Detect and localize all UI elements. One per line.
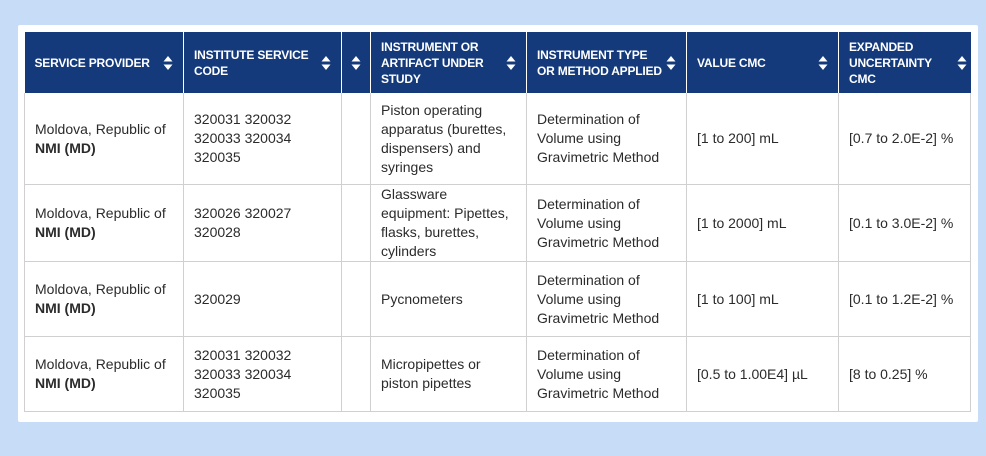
- header-label: INSTRUMENT TYPE OR METHOD APPLIED: [537, 47, 662, 78]
- cell-empty: [342, 185, 371, 262]
- cell-service-provider: [25, 337, 184, 412]
- cell-instrument: Pycnometers: [371, 262, 527, 337]
- cell-instrument: Glassware equipment: Pipettes, flasks, burettes, cylinders: [371, 185, 527, 262]
- table-row: [25, 337, 971, 412]
- cell-service-code: [184, 93, 342, 185]
- cell-instrument: Piston operating apparatus (burettes, dispensers) and syringes: [371, 93, 527, 185]
- header-institute-service-code[interactable]: [184, 32, 342, 93]
- sort-icon[interactable]: [163, 55, 173, 71]
- header-service-provider[interactable]: [25, 32, 184, 93]
- header-expanded-uncertainty-cmc[interactable]: [839, 32, 971, 93]
- results-panel: [18, 25, 978, 422]
- cell-method: Determination of Volume using Gravimetric Method: [527, 93, 687, 185]
- cell-service-code: [184, 262, 342, 337]
- provider-country: Moldova, Republic of: [35, 120, 166, 137]
- cell-service-code: [184, 185, 342, 262]
- provider-country: Moldova, Republic of: [35, 205, 166, 221]
- provider-country: Moldova, Republic of: [35, 281, 166, 297]
- header-label: VALUE CMC: [697, 55, 766, 70]
- cmc-table: [24, 32, 971, 412]
- sort-icon[interactable]: [666, 55, 676, 71]
- cell-empty: [342, 93, 371, 185]
- service-code-line: 320033 320034: [194, 130, 292, 146]
- cell-service-provider: [25, 185, 184, 262]
- provider-nmi: NMI (MD): [35, 375, 96, 391]
- header-value-cmc[interactable]: [687, 32, 839, 93]
- cell-service-code: [184, 337, 342, 412]
- service-code-line: 320035: [194, 149, 241, 165]
- service-code-line: 320028: [194, 224, 241, 240]
- header-label: INSTITUTE SERVICE CODE: [194, 47, 309, 78]
- cell-value-cmc: [1 to 2000] mL: [687, 185, 839, 262]
- cell-uncertainty-cmc: [8 to 0.25] %: [839, 337, 971, 412]
- cell-uncertainty-cmc: [0.1 to 1.2E-2] %: [839, 262, 971, 337]
- cell-service-provider: [25, 262, 184, 337]
- service-code-line: 320031 320032: [194, 346, 292, 363]
- cell-method: Determination of Volume using Gravimetric Method: [527, 185, 687, 262]
- cell-empty: [342, 337, 371, 412]
- header-instrument-or-artifact[interactable]: [371, 32, 527, 93]
- provider-country: Moldova, Republic of: [35, 356, 166, 372]
- table-row: [25, 262, 971, 337]
- header-instrument-type-method[interactable]: [527, 32, 687, 93]
- header-label: SERVICE PROVIDER: [34, 55, 150, 70]
- header-label: EXPANDED UNCERTAINTY CMC: [849, 39, 932, 86]
- cell-value-cmc: [0.5 to 1.00E4] µL: [687, 337, 839, 412]
- service-code-line: 320035: [194, 384, 241, 401]
- cell-uncertainty-cmc: [0.7 to 2.0E-2] %: [839, 93, 971, 185]
- service-code-line: 320033 320034: [194, 365, 292, 382]
- sort-icon[interactable]: [351, 55, 361, 71]
- provider-nmi: NMI (MD): [35, 139, 96, 156]
- service-code-line: 320029: [194, 290, 241, 307]
- cell-method: Determination of Volume using Gravimetric Method: [527, 262, 687, 337]
- service-code-line: 320026 320027: [194, 205, 292, 221]
- sort-icon[interactable]: [957, 55, 967, 71]
- cell-value-cmc: [1 to 200] mL: [687, 93, 839, 185]
- cell-uncertainty-cmc: [0.1 to 3.0E-2] %: [839, 185, 971, 262]
- cell-service-provider: [25, 93, 184, 185]
- sort-icon[interactable]: [818, 55, 828, 71]
- sort-icon[interactable]: [321, 55, 331, 71]
- cell-empty: [342, 262, 371, 337]
- header-unlabeled-column[interactable]: [342, 32, 371, 93]
- table-header-row: [25, 32, 971, 93]
- table-row: [25, 185, 971, 262]
- cell-method: Determination of Volume using Gravimetric Method: [527, 337, 687, 412]
- provider-nmi: NMI (MD): [35, 224, 96, 240]
- service-code-line: 320031 320032: [194, 111, 292, 127]
- provider-nmi: NMI (MD): [35, 300, 96, 316]
- sort-icon[interactable]: [506, 55, 516, 71]
- cell-instrument: Micropipettes or piston pipettes: [371, 337, 527, 412]
- header-label: INSTRUMENT OR ARTIFACT UNDER STUDY: [381, 39, 484, 86]
- table-row: [25, 93, 971, 185]
- cell-value-cmc: [1 to 100] mL: [687, 262, 839, 337]
